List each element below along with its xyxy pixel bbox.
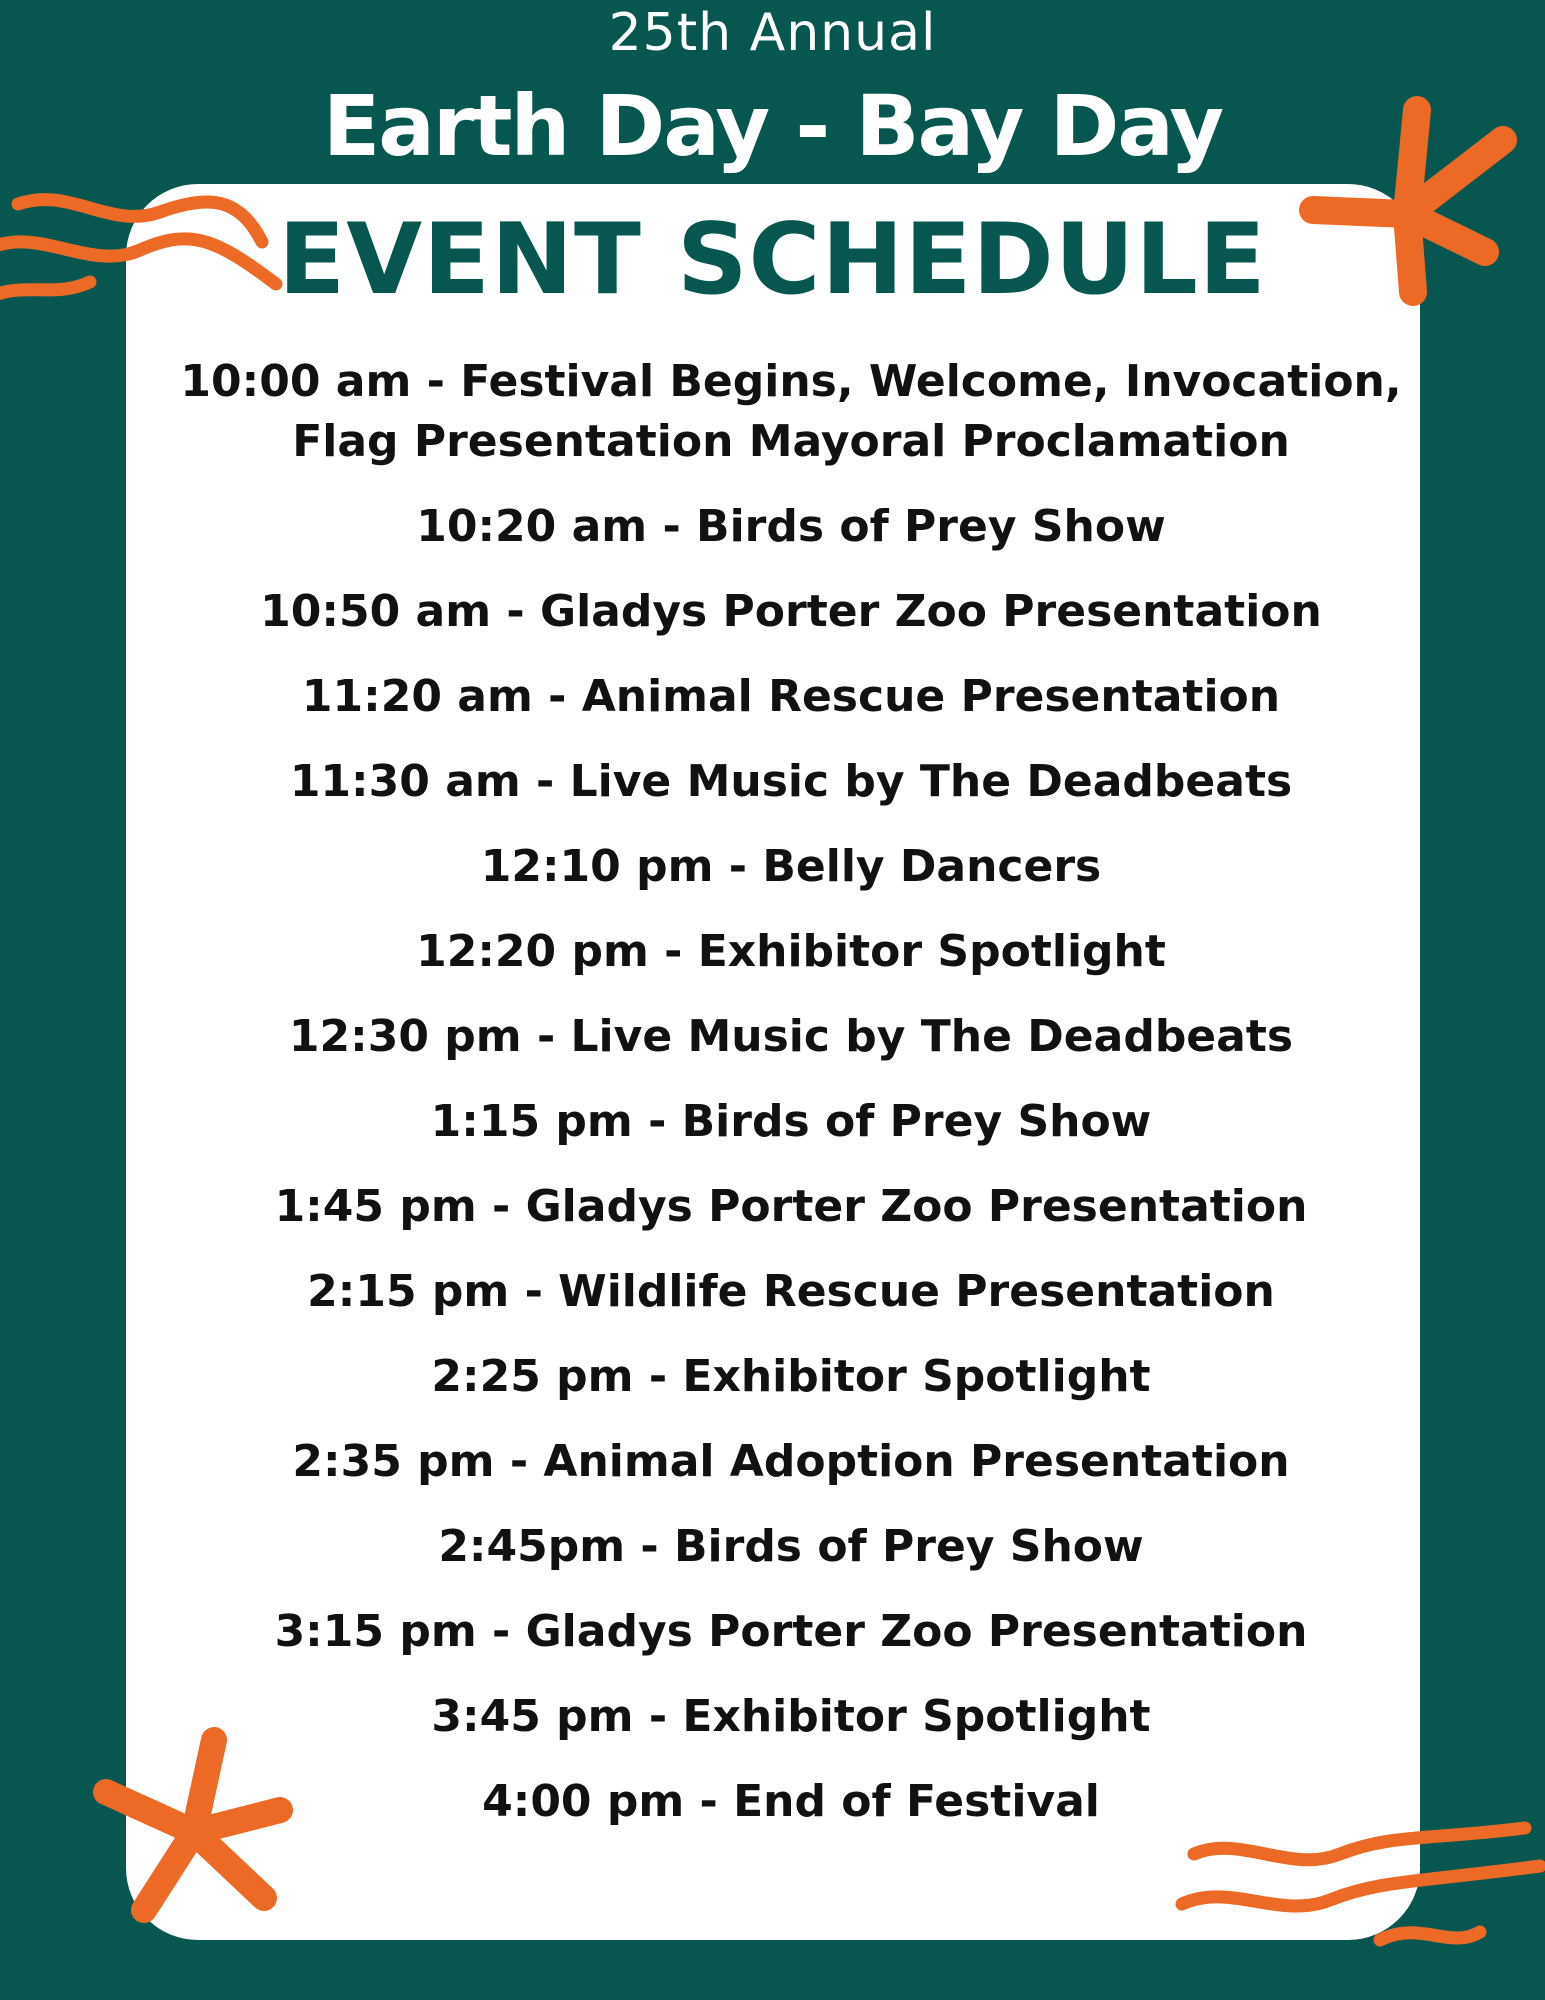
schedule-item: 10:50 am - Gladys Porter Zoo Presentation <box>260 586 1322 637</box>
festival-name: Earth Day - Bay Day <box>322 77 1223 175</box>
schedule-item: 11:20 am - Animal Rescue Presentation <box>301 671 1281 722</box>
schedule-item: 12:10 pm - Belly Dancers <box>480 841 1102 892</box>
edition-label: 25th Annual <box>608 3 937 63</box>
schedule-item: 12:30 pm - Live Music by The Deadbeats <box>288 1011 1294 1062</box>
schedule-item: 10:20 am - Birds of Prey Show <box>416 501 1166 552</box>
schedule-item: 10:00 am - Festival Begins, Welcome, Invocation, Flag Presentation Mayoral Proclamation <box>180 356 1402 467</box>
schedule-item: 2:45pm - Birds of Prey Show <box>438 1521 1144 1572</box>
schedule-title: EVENT SCHEDULE <box>278 203 1267 317</box>
schedule-item: 11:30 am - Live Music by The Deadbeats <box>289 756 1293 807</box>
schedule-item: 3:15 pm - Gladys Porter Zoo Presentation <box>274 1606 1308 1657</box>
schedule-item: 1:15 pm - Birds of Prey Show <box>430 1096 1152 1147</box>
schedule-item: 3:45 pm - Exhibitor Spotlight <box>431 1691 1151 1742</box>
schedule-item: 12:20 pm - Exhibitor Spotlight <box>416 926 1166 977</box>
schedule-item: 1:45 pm - Gladys Porter Zoo Presentation <box>274 1181 1308 1232</box>
schedule-item: 4:00 pm - End of Festival <box>482 1776 1100 1827</box>
schedule-list <box>180 352 1402 1857</box>
schedule-item: 2:15 pm - Wildlife Rescue Presentation <box>307 1266 1275 1317</box>
schedule-item: 2:35 pm - Animal Adoption Presentation <box>292 1436 1290 1487</box>
schedule-item: 2:25 pm - Exhibitor Spotlight <box>431 1351 1151 1402</box>
